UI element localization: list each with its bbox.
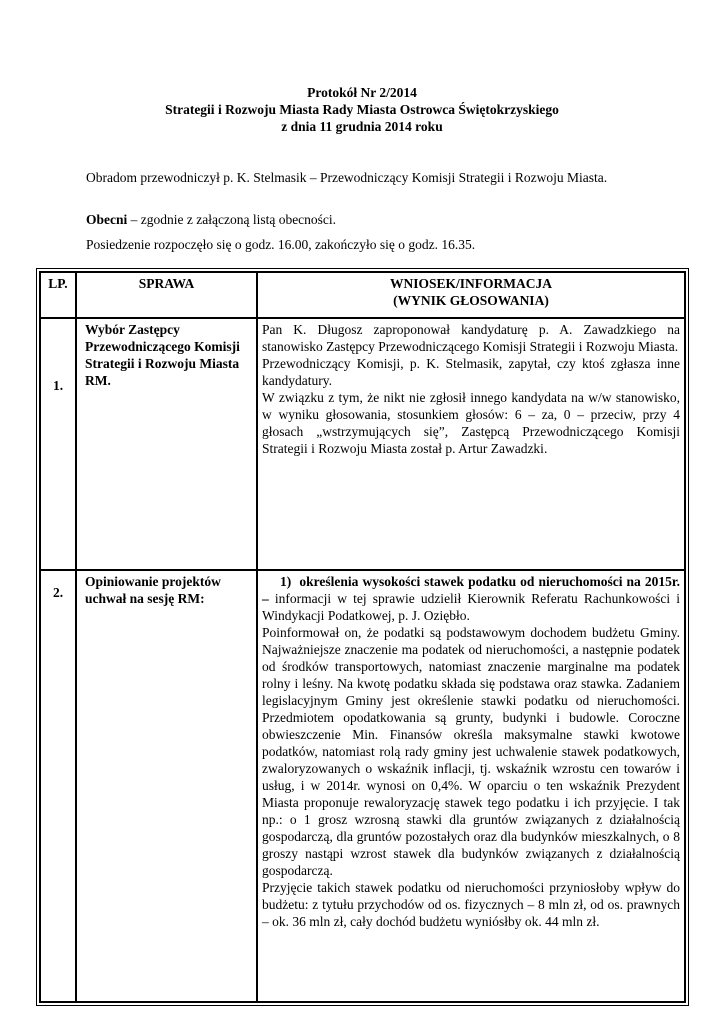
table-row	[40, 570, 685, 1002]
item-heading	[262, 573, 680, 624]
header-lp: LP.	[40, 272, 76, 318]
header-sprawa: SPRAWA	[76, 272, 257, 318]
detail-paragraph: W związku z tym, że nikt nie zgłosił innego kandydata na w/w stanowisko, w wyniku głosowania, stosunkiem głosów: 6 – za, 0 – przeciw, przy 4 głosach „wstrzymujących się”, Zastępcą Przewodniczącego Komisji Strategii i Rozwoju Miasta został p. Artur Zawadzki.	[262, 390, 680, 456]
row-details	[257, 570, 685, 1002]
session-info	[86, 236, 638, 254]
protocol-date: z dnia 11 grudnia 2014 roku	[281, 119, 443, 134]
detail-paragraph: Poinformował on, że podatki są podstawowym dochodem budżetu Gminy. Najważniejsze znaczenie ma podatek od nieruchomości, a następnie podatek od środków transportowych, natomiast znaczenie marginalne ma podatek rolny i leśny. Na kwotę podatku składa się podstawa oraz stawka. Zadaniem legislacyjnym Gminy jest określenie stawki podatku od nieruchomości. Przedmiotem opodatkowania są grunty, budynki i budowle. Coroczne obwieszczenie Min. Finansów określa maksymalne stawki kwotowe podatków, natomiast rolą rady gminy jest uchwalenie stawek podatkowych, zwaloryzowanych o wskaźnik inflacji, tj. wskaźnik wzrostu cen towarów i usług, i w 2014r. wynosi on 0,4%. W oparciu o ten wskaźnik Prezydent Miasta proponuje rewaloryzację stawek tego podatku i ich przyjęcie. I tak np.: o 1 grosz wzrosną stawki dla gruntów związanych z działalnością gospodarczą, dla gruntów pozostałych oraz dla budynków mieszkalnych, o 8 groszy nastąpi wzrost stawek dla budynków związanych z działalnością gospodarczą.	[262, 625, 680, 878]
header-wniosek-line1: WNIOSEK/INFORMACJA	[389, 276, 552, 291]
chair-info	[86, 169, 638, 187]
detail-paragraph: Pan K. Długosz zaproponował kandydaturę p. A. Zawadzkiego na stanowisko Zastępcy Przewodniczącego Komisji Strategii i Rozwoju Miasta.	[262, 322, 680, 354]
item-text: informacji w tej sprawie udzielił Kierownik Referatu Rachunkowości i Windykacji Podatkowej, p. J. Oziębło.	[262, 591, 680, 623]
row-number: 1.	[40, 318, 76, 570]
row-topic: Opiniowanie projektów uchwał na sesję RM:	[76, 570, 257, 1002]
present-label: Obecni	[86, 212, 128, 227]
row-number: 2.	[40, 570, 76, 1002]
table-row	[40, 318, 685, 570]
present-text: – zgodnie z załączoną listą obecności.	[127, 212, 337, 227]
protocol-header	[0, 84, 724, 135]
row-topic: Wybór Zastępcy Przewodniczącego Komisji Strategii i Rozwoju Miasta RM.	[76, 318, 257, 570]
session-text: Posiedzenie rozpoczęło się o godz. 16.00, zakończyło się o godz. 16.35.	[86, 237, 476, 252]
table-header-row	[40, 272, 685, 318]
detail-paragraph: Przyjęcie takich stawek podatku od nieruchomości przyniosłoby wpływ do budżetu: z tytułu przychodów od os. fizycznych – 8 mln zł, od os. prawnych – ok. 36 mln zł, cały dochód budżetu wyniósłby ok. 44 mln zł.	[262, 880, 680, 929]
item-number: 1)	[280, 574, 292, 589]
header-wniosek-line2: (WYNIK GŁOSOWANIA)	[393, 293, 549, 308]
protocol-title: Protokół Nr 2/2014	[307, 85, 417, 100]
attendance-info	[86, 211, 638, 229]
item-title: określenia wysokości stawek podatku od nieruchomości na 2015r. –	[262, 574, 680, 606]
chair-text: Obradom przewodniczył p. K. Stelmasik – Przewodniczący Komisji Strategii i Rozwoju Miasta.	[86, 170, 608, 185]
header-wniosek	[257, 272, 685, 318]
agenda-table	[39, 271, 686, 1003]
row-details	[257, 318, 685, 570]
committee-name: Strategii i Rozwoju Miasta Rady Miasta Ostrowca Świętokrzyskiego	[165, 102, 559, 117]
detail-paragraph: Przewodniczący Komisji, p. K. Stelmasik, zapytał, czy ktoś zgłasza inne kandydatury.	[262, 356, 680, 388]
